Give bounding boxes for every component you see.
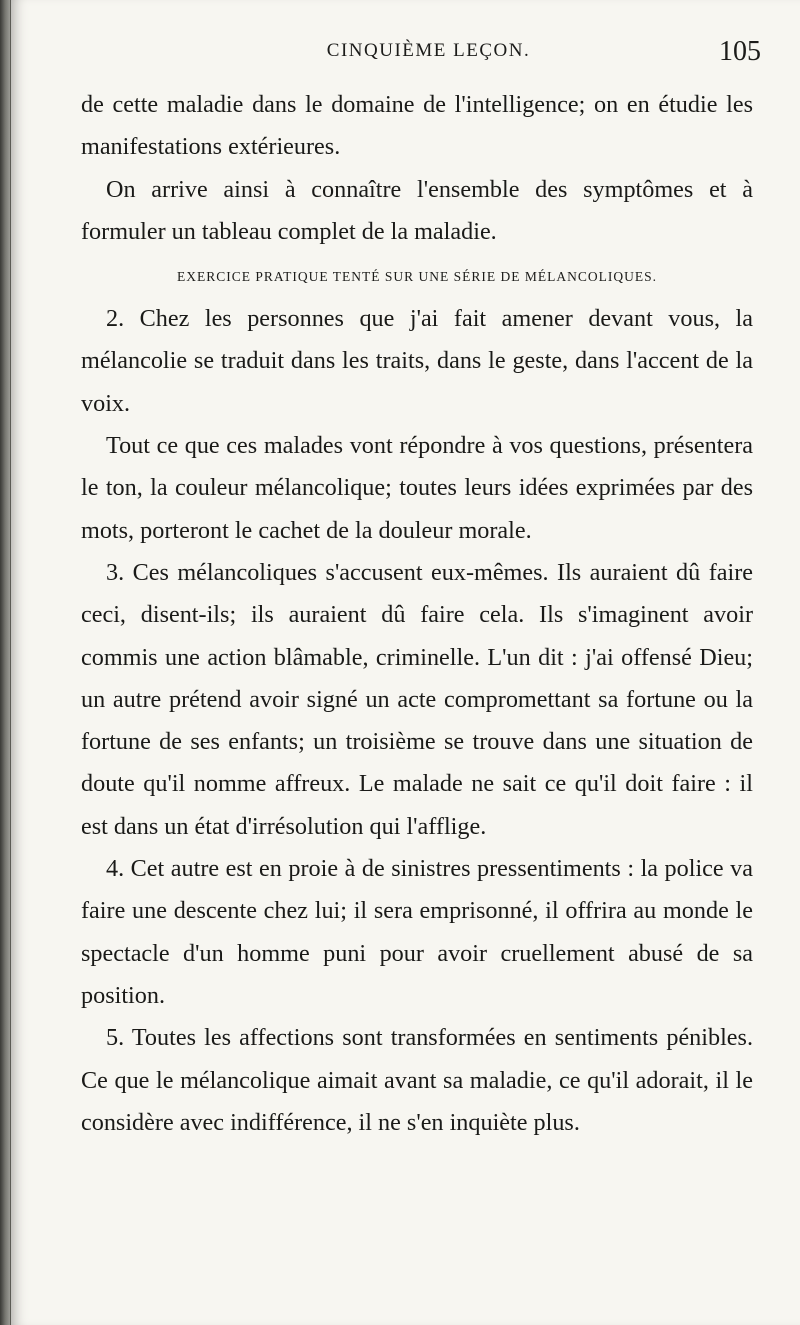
paragraph-2: 2. Chez les personnes que j'ai fait amener devant vous, la mélancolie se traduit dans les traits, dans le geste, dans l'accent de la voix. — [81, 305, 753, 417]
page-header — [81, 36, 761, 70]
running-head: CINQUIÈME LEÇON. — [326, 40, 531, 61]
paragraph: Tout ce que ces malades vont répondre à vos questions, présentera le ton, la couleur mélancolique; toutes leurs idées exprimées par des mots, porteront le cachet de la douleur morale. — [81, 432, 753, 544]
paragraph-4: 4. Cet autre est en proie à de sinistres pressentiments : la police va faire une descente chez lui; il sera emprisonné, il offrira au monde le spectacle d'un homme puni pour avoir cruellement abusé de sa position. — [81, 855, 753, 1009]
section-heading: EXERCICE PRATIQUE TENTÉ SUR UNE SÉRIE DE MÉLANCOLIQUES. — [177, 269, 657, 285]
body-text — [81, 84, 753, 1144]
paragraph-3: 3. Ces mélancoliques s'accusent eux-mêmes. Ils auraient dû faire ceci, disent-ils; ils auraient dû faire cela. Ils s'imaginent avoir commis une action blâmable, criminelle. L'un dit : j'ai offensé Dieu; un autre prétend avoir signé un acte compromettant sa fortune ou la fortune de ses enfants; un troisième se trouve dans une situation de doute qu'il nomme affreux. Le malade ne sait ce qu'il doit faire : il est dans un état d'irrésolution qui l'afflige. — [81, 558, 753, 840]
paragraph-5: 5. Toutes les affections sont transformées en sentiments pénibles. Ce que le mélancolique aimait avant sa maladie, ce qu'il adorait, il le considère avec indifférence, il ne s'en inquiète plus. — [81, 1024, 753, 1136]
paragraph-continuation: de cette maladie dans le domaine de l'intelligence; on en étudie les manifestations extérieures. — [81, 91, 753, 161]
page-number: 105 — [719, 36, 761, 67]
paragraph: On arrive ainsi à connaître l'ensemble des symptômes et à formuler un tableau complet de la maladie. — [81, 175, 753, 245]
